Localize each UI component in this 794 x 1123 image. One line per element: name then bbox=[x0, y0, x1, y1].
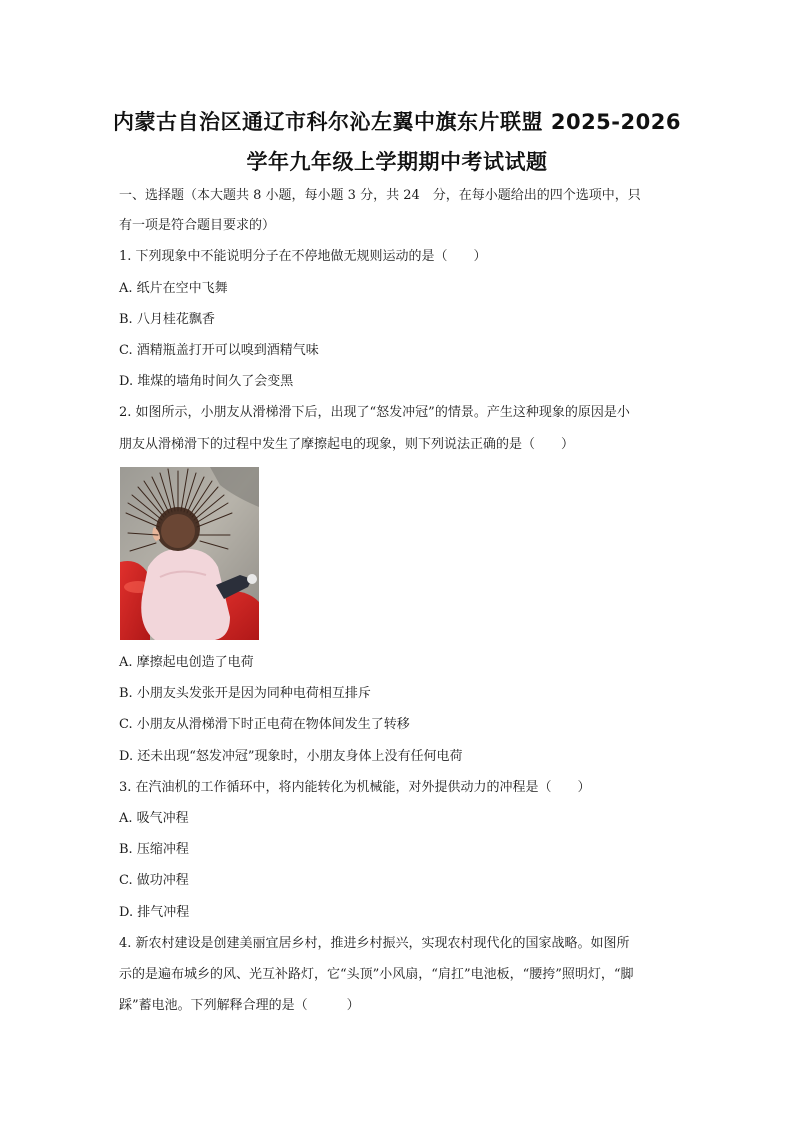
question-4-stem-line1: 4. 新农村建设是创建美丽宜居乡村，推进乡村振兴，实现农村现代化的国家战略。如图所 bbox=[119, 936, 630, 951]
exam-title-line1: 内蒙古自治区通辽市科尔沁左翼中旗东片联盟 2025-2026 bbox=[113, 110, 681, 134]
exam-title-line2: 学年九年级上学期期中考试试题 bbox=[246, 150, 548, 174]
question-2-stem-line2: 朋友从滑梯滑下的过程中发生了摩擦起电的现象，则下列说法正确的是（ ） bbox=[119, 437, 575, 452]
question-2-option-b: B. 小朋友头发张开是因为同种电荷相互排斥 bbox=[119, 686, 371, 701]
question-3-option-c: C. 做功冲程 bbox=[119, 873, 189, 888]
question-3-option-b: B. 压缩冲程 bbox=[119, 842, 189, 857]
question-4-stem-line3: 踩”蓄电池。下列解释合理的是（ ） bbox=[119, 998, 360, 1013]
question-2-photo bbox=[120, 467, 259, 640]
question-2-option-c: C. 小朋友从滑梯滑下时正电荷在物体间发生了转移 bbox=[119, 717, 410, 732]
question-3-option-d: D. 排气冲程 bbox=[119, 905, 190, 920]
question-4-stem-line2: 示的是遍布城乡的风、光互补路灯，它“头顶”小风扇，“肩扛”电池板，“腰挎”照明灯，“脚 bbox=[119, 967, 634, 982]
section-instructions-line2: 有一项是符合题目要求的） bbox=[119, 218, 276, 233]
question-3-option-a: A. 吸气冲程 bbox=[119, 811, 189, 826]
question-1-option-d: D. 堆煤的墙角时间久了会变黑 bbox=[119, 374, 294, 389]
question-2-option-a: A. 摩擦起电创造了电荷 bbox=[119, 655, 254, 670]
section-instructions-line1: 一、选择题（本大题共 8 小题，每小题 3 分，共 24 分，在每小题给出的四个选项中，只 bbox=[119, 188, 641, 203]
question-1-option-a: A. 纸片在空中飞舞 bbox=[119, 281, 228, 296]
question-3-stem: 3. 在汽油机的工作循环中，将内能转化为机械能，对外提供动力的冲程是（ ） bbox=[119, 780, 591, 795]
question-1-stem: 1. 下列现象中不能说明分子在不停地做无规则运动的是（ ） bbox=[119, 249, 487, 264]
question-1-option-b: B. 八月桂花飘香 bbox=[119, 312, 215, 327]
question-2-stem-line1: 2. 如图所示，小朋友从滑梯滑下后，出现了“怒发冲冠”的情景。产生这种现象的原因是小 bbox=[119, 405, 630, 420]
question-1-option-c: C. 酒精瓶盖打开可以嗅到酒精气味 bbox=[119, 343, 319, 358]
question-2-option-d: D. 还未出现“怒发冲冠”现象时，小朋友身体上没有任何电荷 bbox=[119, 749, 463, 764]
